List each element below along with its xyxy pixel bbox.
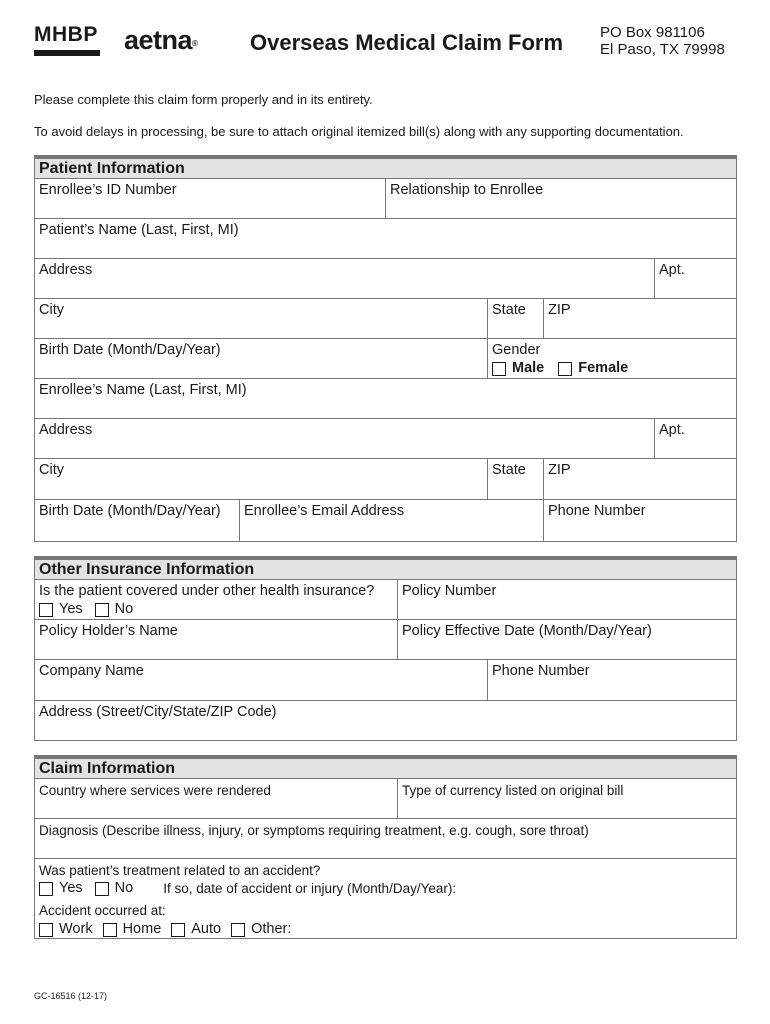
- auto-checkbox[interactable]: [171, 923, 185, 937]
- relationship-field[interactable]: [385, 179, 737, 218]
- enrollee-birth-date-label: Birth Date (Month/Day/Year): [39, 503, 221, 519]
- policy-number-field[interactable]: [397, 580, 737, 619]
- covered-options: [39, 601, 141, 618]
- enrollee-row-address: [35, 419, 736, 459]
- patient-section-title: Patient Information: [39, 160, 185, 177]
- patient-zip-label: ZIP: [548, 302, 571, 318]
- accident-no-label: No: [114, 880, 134, 896]
- mhbp-logo-text: MHBP: [34, 23, 98, 46]
- covered-question-label: Is the patient covered under other health insurance?: [39, 583, 375, 599]
- enrollee-id-field[interactable]: [35, 179, 385, 218]
- enrollee-address-label: Address: [39, 422, 93, 438]
- patient-name-label: Patient’s Name (Last, First, MI): [39, 222, 239, 238]
- company-name-field[interactable]: [35, 660, 487, 700]
- gender-options: [492, 360, 636, 377]
- enrollee-birth-date-field[interactable]: [35, 500, 239, 541]
- covered-yes-option[interactable]: [39, 601, 83, 618]
- patient-birth-date-field[interactable]: [35, 339, 487, 378]
- enrollee-name-label: Enrollee’s Name (Last, First, MI): [39, 382, 247, 398]
- patient-row-address: [35, 259, 736, 299]
- patient-section-header: [35, 159, 736, 179]
- enrollee-row-city: [35, 459, 736, 500]
- enrollee-id-label: Enrollee’s ID Number: [39, 182, 177, 198]
- country-field[interactable]: [35, 779, 397, 818]
- insurance-address-field[interactable]: [35, 701, 737, 740]
- patient-information-section: [34, 155, 737, 542]
- location-home-option[interactable]: [103, 921, 162, 938]
- enrollee-state-label: State: [492, 462, 526, 478]
- mhbp-logo-bar: [34, 50, 100, 56]
- intro-line-1: Please complete this claim form properly and in its entirety.: [34, 92, 373, 107]
- enrollee-apt-label: Apt.: [659, 422, 685, 438]
- accident-date-label: If so, date of accident or injury (Month/Day/Year):: [163, 881, 457, 896]
- insurance-phone-field[interactable]: [487, 660, 737, 700]
- enrollee-city-label: City: [39, 462, 64, 478]
- accident-no-option[interactable]: [95, 880, 134, 897]
- patient-zip-field[interactable]: [543, 299, 737, 338]
- enrollee-row-contact: [35, 500, 736, 541]
- insurance-row-address: [35, 701, 736, 740]
- enrollee-address-field[interactable]: [35, 419, 654, 458]
- patient-city-label: City: [39, 302, 64, 318]
- claim-row-diagnosis: [35, 819, 736, 859]
- patient-apt-label: Apt.: [659, 262, 685, 278]
- policy-effective-date-field[interactable]: [397, 620, 737, 659]
- enrollee-phone-field[interactable]: [543, 500, 737, 541]
- policy-holder-label: Policy Holder’s Name: [39, 623, 178, 639]
- accident-options: [39, 880, 456, 897]
- male-checkbox[interactable]: [492, 362, 506, 376]
- enrollee-email-field[interactable]: [239, 500, 543, 541]
- enrollee-zip-label: ZIP: [548, 462, 571, 478]
- accident-question-label: Was patient’s treatment related to an accident?: [39, 863, 321, 878]
- claim-section-header: [35, 759, 736, 779]
- patient-apt-field[interactable]: [654, 259, 737, 298]
- patient-birth-date-label: Birth Date (Month/Day/Year): [39, 342, 221, 358]
- intro-line-2: To avoid delays in processing, be sure to attach original itemized bill(s) along with any supporting documentation.: [34, 124, 684, 139]
- mhbp-logo: [34, 22, 100, 58]
- claim-information-section: [34, 755, 737, 939]
- patient-row-birth-gender: [35, 339, 736, 379]
- female-label: Female: [578, 360, 629, 376]
- relationship-label: Relationship to Enrollee: [390, 182, 544, 198]
- location-work-option[interactable]: [39, 921, 93, 938]
- form-title: Overseas Medical Claim Form: [250, 30, 564, 55]
- enrollee-apt-field[interactable]: [654, 419, 737, 458]
- enrollee-email-label: Enrollee’s Email Address: [244, 503, 405, 519]
- enrollee-city-field[interactable]: [35, 459, 487, 499]
- gender-male-option[interactable]: [492, 360, 544, 377]
- claim-section-title: Claim Information: [39, 760, 176, 777]
- male-label: Male: [512, 360, 545, 376]
- covered-yes-label: Yes: [59, 601, 83, 617]
- insurance-section-header: [35, 560, 736, 580]
- insurance-row-covered: [35, 580, 736, 620]
- female-checkbox[interactable]: [558, 362, 572, 376]
- address-line-2: El Paso, TX 79998: [600, 41, 725, 58]
- location-other-option[interactable]: [231, 921, 291, 938]
- home-checkbox[interactable]: [103, 923, 117, 937]
- accident-yes-label: Yes: [59, 880, 83, 896]
- policy-holder-field[interactable]: [35, 620, 397, 659]
- patient-row-id: [35, 179, 736, 219]
- covered-no-checkbox[interactable]: [95, 603, 109, 617]
- insurance-row-company: [35, 660, 736, 701]
- covered-no-label: No: [114, 601, 134, 617]
- location-auto-option[interactable]: [171, 921, 221, 938]
- patient-state-field[interactable]: [487, 299, 543, 338]
- enrollee-zip-field[interactable]: [543, 459, 737, 499]
- address-line-1: PO Box 981106: [600, 24, 705, 41]
- patient-name-field[interactable]: [35, 219, 737, 258]
- covered-question-field: [35, 580, 397, 619]
- enrollee-row-name: [35, 379, 736, 419]
- accident-location-options: [39, 921, 299, 938]
- accident-field: [35, 859, 737, 938]
- insurance-address-label: Address (Street/City/State/ZIP Code): [39, 704, 277, 720]
- insurance-section-title: Other Insurance Information: [39, 561, 255, 578]
- patient-gender-field: [487, 339, 737, 378]
- insurance-phone-label: Phone Number: [492, 663, 590, 679]
- policy-effective-date-label: Policy Effective Date (Month/Day/Year): [402, 623, 652, 639]
- diagnosis-field[interactable]: [35, 819, 737, 858]
- accident-no-checkbox[interactable]: [95, 882, 109, 896]
- enrollee-name-field[interactable]: [35, 379, 737, 418]
- accident-yes-option[interactable]: [39, 880, 83, 897]
- other-label: Other:: [251, 921, 292, 937]
- currency-label: Type of currency listed on original bill: [402, 783, 624, 798]
- covered-yes-checkbox[interactable]: [39, 603, 53, 617]
- other-insurance-section: [34, 556, 737, 741]
- work-label: Work: [59, 921, 93, 937]
- aetna-logo: [124, 25, 197, 55]
- patient-row-name: [35, 219, 736, 259]
- claim-row-country: [35, 779, 736, 819]
- work-checkbox[interactable]: [39, 923, 53, 937]
- patient-address-label: Address: [39, 262, 93, 278]
- patient-address-field[interactable]: [35, 259, 654, 298]
- patient-state-label: State: [492, 302, 526, 318]
- mailing-address: [600, 24, 725, 58]
- policy-number-label: Policy Number: [402, 583, 497, 599]
- other-checkbox[interactable]: [231, 923, 245, 937]
- aetna-logo-text: aetna: [124, 25, 193, 55]
- enrollee-phone-label: Phone Number: [548, 503, 646, 519]
- claim-row-accident: [35, 859, 736, 938]
- patient-city-field[interactable]: [35, 299, 487, 338]
- gender-label: Gender: [492, 342, 541, 358]
- country-label: Country where services were rendered: [39, 783, 271, 798]
- diagnosis-label: Diagnosis (Describe illness, injury, or symptoms requiring treatment, e.g. cough, sore throat): [39, 823, 589, 838]
- form-code: GC-16516 (12-17): [34, 991, 108, 1001]
- accident-occurred-label: Accident occurred at:: [39, 903, 166, 918]
- auto-label: Auto: [191, 921, 222, 937]
- covered-no-option[interactable]: [95, 601, 134, 618]
- enrollee-state-field[interactable]: [487, 459, 543, 499]
- gender-female-option[interactable]: [558, 360, 628, 377]
- accident-yes-checkbox[interactable]: [39, 882, 53, 896]
- patient-row-city: [35, 299, 736, 339]
- insurance-row-holder: [35, 620, 736, 660]
- company-name-label: Company Name: [39, 663, 144, 679]
- currency-field[interactable]: [397, 779, 737, 818]
- aetna-trademark: ®: [192, 39, 198, 48]
- home-label: Home: [122, 921, 162, 937]
